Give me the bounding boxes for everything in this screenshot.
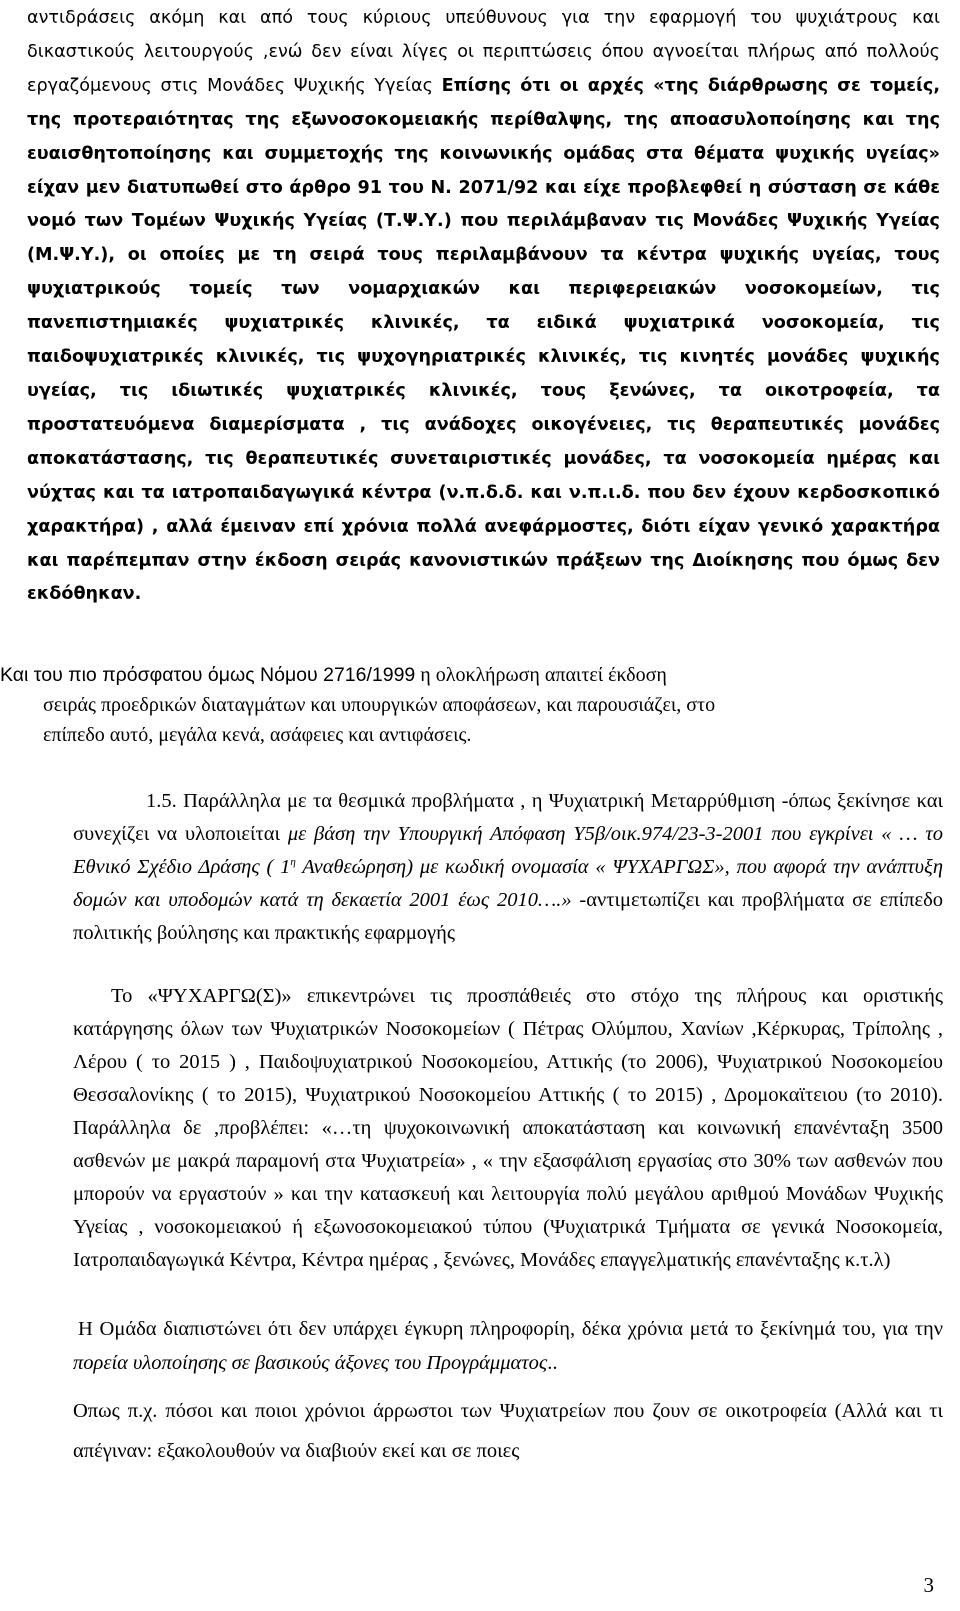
page-number: 3 xyxy=(923,1573,934,1597)
paragraph-2-line2: σειράς προεδρικών διαταγμάτων και υπουργικών αποφάσεων, και παρουσιάζει, στο xyxy=(43,694,716,716)
paragraph-2-heading: Και του πιο πρόσφατου όμως Νόμου 2716/1999 xyxy=(0,664,416,686)
paragraph-2-line3: επίπεδο αυτό, μεγάλα κενά, ασάφειες και αντιφάσεις. xyxy=(43,724,472,746)
paragraph-1-text: αντιδράσεις ακόμη και από τους κύριους υπεύθυνους για την εφαρμογή του ψυχιάτρους και δικαστικούς λειτουργούς ,ενώ δεν είναι λίγες οι περιπτώσεις όπου αγνοείται πλήρως από πολλούς εργαζόμενους στις Μονάδες Ψυχικής Υγείας xyxy=(27,8,940,96)
section-italic-b: Αναθεώρηση) με κωδική ονομασία « ΨΥΧΑΡΓΩΣ», που αφορά την ανάπτυξη δομών και υποδομών κατά τη δεκαετία 2001 έως 2010….» xyxy=(73,856,944,911)
paragraph-2 xyxy=(0,660,955,750)
paragraph-1-bold-text: Επίσης ότι οι αρχές «της διάρθρωσης σε τομείς, της προτεραιότητας της εξωνοσοκομειακής περίθαλψης, της αποασυλοποίησης και της ευαισθητοποίησης και συμμετοχής της κοινωνικής ομάδας στα θέματα ψυχικής υγείας» είχαν μεν διατυπωθεί στο άρθρο 91 του Ν. 2071/92 και είχε προβλεφθεί η σύσταση σε κάθε νομό των Τομέων Ψυχικής Υγείας (Τ.Ψ.Υ.) που περιλάμβαναν τις Μονάδες Ψυχικής Υγείας (Μ.Ψ.Υ.), οι οποίες με τη σειρά τους περιλαμβάνουν τα κέντρα ψυχικής υγείας, τους ψυχιατρικούς τομείς των νομαρχιακών και περιφερειακών νοσοκομείων, τις πανεπιστημιακές ψυχιατρικές κλινικές, τα ειδικά ψυχιατρικά νοσοκομεία, τις παιδοψυχιατρικές κλινικές, τις ψυχογηριατρικές κλινικές, τις κινητές μονάδες ψυχικής υγείας, τις ιδιωτικές ψυχιατρικές κλινικές, τους ξενώνες, τα οικοτροφεία, τα προστατευόμενα διαμερίσματα , τις ανάδοχες οικογένειες, τις θεραπευτικές μονάδες αποκατάστασης, τις θεραπευτικές συνεταιριστικές μονάδες, τα νοσοκομεία ημέρας και νύχτας και τα ιατροπαιδαγωγικά κέντρα (ν.π.δ.δ. και ν.π.ι.δ. που δεν έχουν κερδοσκοπικό χαρακτήρα) , αλλά έμειναν επί χρόνια πολλά ανεφάρμοστες, διότι είχαν γενικό χαρακτήρα και παρέπεμπαν στην έκδοση σειράς κανονιστικών πράξεων της Διοίκησης που όμως δεν εκδόθηκαν. xyxy=(27,75,940,605)
paragraph-5 xyxy=(73,1312,943,1380)
section-number: 1.5. xyxy=(146,790,177,812)
section-1-5 xyxy=(73,785,943,950)
paragraph-1 xyxy=(27,2,940,612)
section-text-a: Παράλληλα με τα θεσμικά προβλήματα , η Ψυχιατρική Μεταρρύθμιση -όπως ξεκίνησε και συνεχίζει να υλοποιείται xyxy=(73,790,943,845)
paragraph-4: Το «ΨΥΧΑΡΓΩ(Σ)» επικεντρώνει τις προσπάθειές στο στόχο της πλήρους και οριστικής κατάργησης όλων των Ψυχιατρικών Νοσοκομείων ( Πέτρας Ολύμπου, Χανίων ,Κέρκυρας, Τρίπολης , Λέρου ( το 2015 ) , Παιδοψυχιατρικού Νοσοκομείου, Αττικής (το 2006), Ψυχιατρικού Νοσοκομείου Θεσσαλονίκης ( το 2015), Ψυχιατρικού Νοσοκομείου Αττικής ( το 2015) , Δρομοκαϊτειου (το 2010). Παράλληλα δε ,προβλέπει: «…τη ψυχοκοινωνική αποκατάσταση και κοινωνική επανένταξη 3500 ασθενών με μακρά παραμονή στα Ψυχιατρεία» , « την εξασφάλιση εργασίας στο 30% των ασθενών που μπορούν να εργαστούν » και την κατασκευή και λειτουργία πολύ μεγάλου αριθμού Μονάδων Ψυχικής Υγείας , νοσοκομειακού ή εξωνοσοκομειακού τύπου (Ψυχιατρικά Τμήματα σε γενικά Νοσοκομεία, Ιατροπαιδαγωγικά Κέντρα, Κέντρα ημέρας , ξενώνες, Μονάδες επαγγελματικής επανένταξης κ.τ.λ) xyxy=(73,985,943,1271)
paragraph-5-italic: πορεία υλοποίησης σε βασικούς άξονες του Προγράμματος xyxy=(73,1352,548,1374)
paragraph-5-text-b: .. xyxy=(547,1352,558,1374)
paragraph-2-line1: η ολοκλήρωση απαιτεί έκδοση xyxy=(415,664,667,686)
section-superscript: η xyxy=(290,856,296,869)
paragraph-6: Οπως π.χ. πόσοι και ποιοι χρόνιοι άρρωστοι των Ψυχιατρείων που ζουν σε οικοτροφεία (Αλλά και τι απέγιναν: εξακολουθούν να διαβιούν εκεί και σε ποιες xyxy=(73,1400,943,1462)
section-italic-a: με βάση την Υπουργική Απόφαση Υ5β/οικ.974/23-3-2001 που εγκρίνει « … το Εθνικό Σχέδιο Δράσης ( 1 xyxy=(73,823,943,878)
paragraph-5-text-a: Η Ομάδα διαπιστώνει ότι δεν υπάρχει έγκυρη πληροφορίη, δέκα χρόνια μετά το ξεκίνημά του, για την xyxy=(78,1318,943,1340)
section-text-b: -αντιμετωπίζει και προβλήματα σε επίπεδο πολιτικής βούλησης και πρακτικής εφαρμογής xyxy=(73,889,943,944)
